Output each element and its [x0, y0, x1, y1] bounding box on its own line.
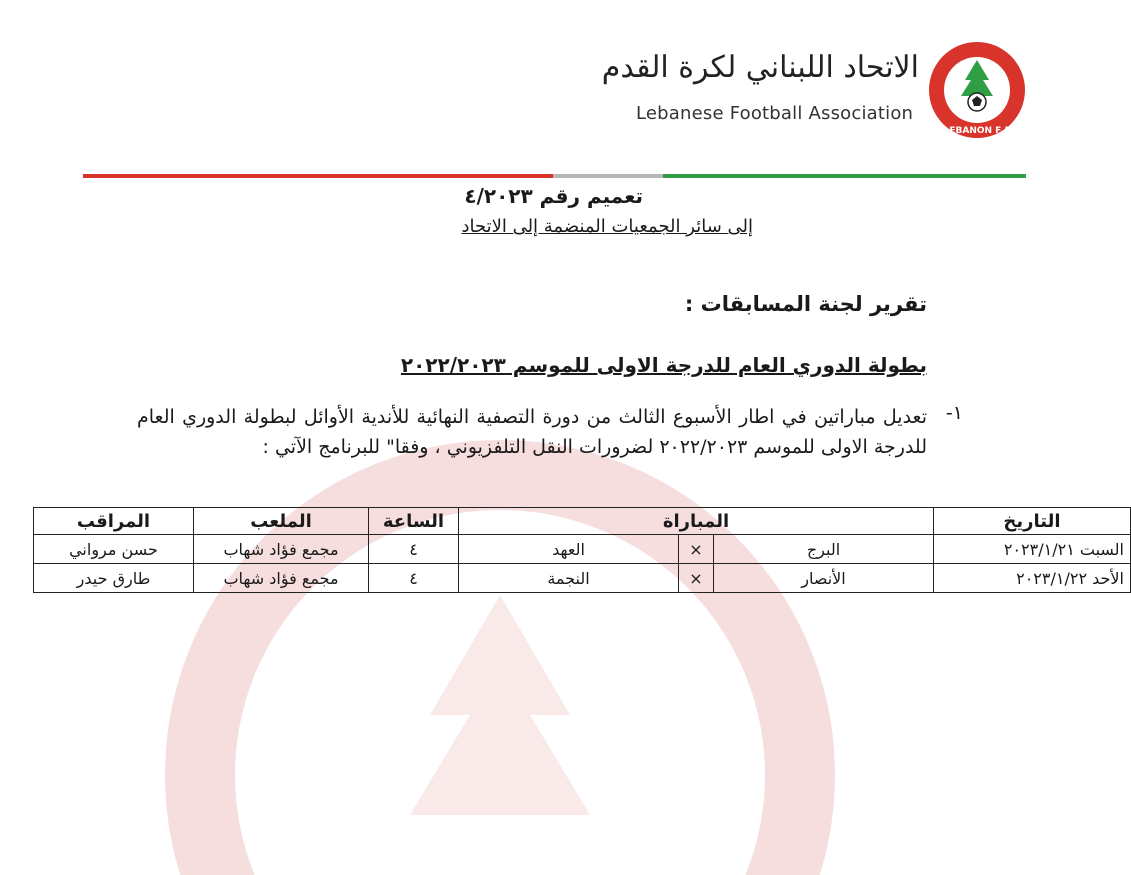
header-rule-grey	[553, 174, 663, 178]
match-date: الأحد ٢٠٢٣/١/٢٢	[934, 564, 1131, 593]
table-row	[34, 564, 1131, 593]
match-time: ٤	[369, 564, 459, 593]
match-venue: مجمع فؤاد شهاب	[194, 564, 369, 593]
header-time: الساعة	[369, 508, 459, 535]
lfa-logo	[927, 40, 1027, 140]
table-row	[34, 535, 1131, 564]
match-venue: مجمع فؤاد شهاب	[194, 535, 369, 564]
header-rule-green	[663, 174, 1026, 178]
item-text: تعديل مباراتين في اطار الأسبوع الثالث من دورة التصفية النهائية للأندية الأوائل لبطولة الدوري العام للدرجة الاولى للموسم ٢٠٢٢/٢٠٢٣ لضرورات النقل التلفزيوني ، وفقا" للبرنامج الآتي :	[137, 406, 927, 458]
header-match: المباراة	[459, 508, 934, 535]
header-observer: المراقب	[34, 508, 194, 535]
championship-heading: بطولة الدوري العام للدرجة الاولى للموسم ٢٠٢٢/٢٠٢٣	[400, 353, 927, 377]
header-rule-red	[83, 174, 553, 178]
org-name-arabic: الاتحاد اللبناني لكرة القدم	[601, 50, 919, 85]
home-team: البرج	[714, 535, 934, 564]
circular-number: تعميم رقم ٤/٢٠٢٣	[464, 184, 643, 208]
item-number: ١-	[945, 402, 963, 424]
header-venue: الملعب	[194, 508, 369, 535]
circular-addressee: إلى سائر الجمعيات المنضمة إلى الاتحاد	[461, 216, 753, 237]
versus-sign: ×	[679, 535, 714, 564]
match-date: السبت ٢٠٢٣/١/٢١	[934, 535, 1131, 564]
header-date: التاريخ	[934, 508, 1131, 535]
match-observer: حسن مرواني	[34, 535, 194, 564]
versus-sign: ×	[679, 564, 714, 593]
away-team: العهد	[459, 535, 679, 564]
home-team: الأنصار	[714, 564, 934, 593]
match-time: ٤	[369, 535, 459, 564]
svg-text:LEBANON F.A: LEBANON F.A	[943, 126, 1011, 136]
committee-heading: تقرير لجنة المسابقات :	[684, 292, 927, 316]
table-header-row	[34, 508, 1131, 535]
away-team: النجمة	[459, 564, 679, 593]
schedule-table	[33, 507, 1131, 593]
org-name-english: Lebanese Football Association	[636, 103, 914, 124]
match-observer: طارق حيدر	[34, 564, 194, 593]
